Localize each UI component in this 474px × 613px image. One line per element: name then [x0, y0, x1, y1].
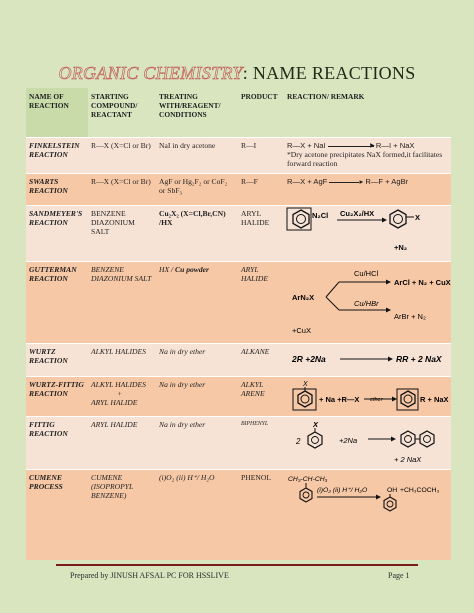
starting-compound: BENZENE DIAZONIUM SALT [88, 206, 156, 261]
svg-text:ArCl + N₂ + CuX: ArCl + N₂ + CuX [394, 278, 451, 287]
product: PHENOL [238, 470, 284, 560]
table-header-row [26, 88, 451, 138]
product: ARYL HALIDE [238, 262, 284, 343]
remark-diagram [284, 417, 451, 469]
svg-text:Cu/HCl: Cu/HCl [354, 269, 379, 278]
reagent: Cu₂X₂ (X=Cl,Br,CN) /HX [156, 206, 238, 261]
table-row [26, 344, 451, 377]
reagent: HX / Cu powder [156, 262, 238, 343]
svg-text:(i)O₂ (ii) H⁺/ H₂O: (i)O₂ (ii) H⁺/ H₂O [317, 487, 368, 494]
reaction-name: FITTIG REACTION [26, 417, 88, 469]
table-row [26, 262, 451, 344]
benzene-ring-icon [390, 210, 406, 228]
product: ARYL HALIDE [238, 206, 284, 261]
title-part1: ORGANIC CHEMISTRY [58, 63, 243, 83]
svg-text:+N₂: +N₂ [394, 243, 408, 252]
svg-text:X: X [313, 420, 319, 429]
starting-compound: R—X (X=Cl or Br) [88, 138, 156, 173]
remark: R—X + NaI ▶ R—I + NaX *Dry acetone precipitates NaX formed,it facilitates forward reaction [284, 138, 451, 173]
benzene-ring-icon [420, 431, 434, 447]
svg-text:ether: ether [370, 397, 383, 403]
header-name: NAME OF REACTION [26, 88, 88, 137]
remark-diagram [284, 377, 451, 416]
page-number: Page 1 [388, 571, 410, 580]
remark-diagram [284, 470, 451, 560]
remark-note: *Dry acetone precipitates NaX formed,it facilitates forward reaction [287, 150, 443, 169]
benzene-ring-icon [293, 210, 309, 228]
table-row [26, 417, 451, 470]
product: ALKYL ARENE [238, 377, 284, 416]
starting-compound: R—X (X=Cl or Br) [88, 174, 156, 205]
reagent: AgF or Hg₂F₂ or CoF₂ or SbF₃ [156, 174, 238, 205]
starting-compound: CUMENE (ISOPROPYL BENZENE) [88, 470, 156, 560]
svg-text:ArBr + N₂: ArBr + N₂ [394, 312, 426, 321]
reaction-name: FINKELSTEIN REACTION [26, 138, 88, 173]
header-product: PRODUCT [241, 92, 278, 101]
starting-compound: ALKYL HALIDES [88, 344, 156, 376]
table-row [26, 174, 451, 206]
svg-text:X: X [303, 381, 308, 388]
svg-text:OH: OH [387, 487, 398, 494]
reagent: (i)O₂ (ii) H⁺/ H₂O [156, 470, 238, 560]
table-row [26, 377, 451, 417]
svg-text:Cu₂X₂/HX: Cu₂X₂/HX [340, 209, 375, 218]
starting-compound: ARYL HALIDE [88, 417, 156, 469]
table-row [26, 470, 451, 560]
starting-compound: ALKYL HALIDES + ARYL HALIDE [88, 377, 156, 416]
svg-text:2R +2Na: 2R +2Na [292, 354, 326, 364]
benzene-ring-icon [401, 431, 415, 447]
svg-text:CH₃-CH-CH₃: CH₃-CH-CH₃ [288, 476, 328, 483]
cumene-scheme [284, 470, 451, 559]
header-start: STARTING COMPOUND/ REACTANT [91, 92, 138, 120]
name-reactions-table [26, 88, 451, 560]
table-row [26, 206, 451, 262]
reaction-name: WURTZ REACTION [26, 344, 88, 376]
product: BIPHENYL [238, 417, 284, 469]
svg-text:+CH₃COCH₃: +CH₃COCH₃ [400, 487, 440, 494]
benzene-ring-icon [298, 391, 312, 407]
reagent: NaI in dry acetone [156, 138, 238, 173]
svg-text:Cu/HBr: Cu/HBr [354, 299, 379, 308]
footer-credit: Prepared by JINUSH AFSAL PC FOR HSSLIVE [70, 571, 229, 580]
svg-text:+ Na +R—X: + Na +R—X [319, 395, 360, 404]
reaction-name: CUMENE PROCESS [26, 470, 88, 560]
product: R—I [238, 138, 284, 173]
reagent: Na in dry ether [156, 377, 238, 416]
reagent: Na in dry ether [156, 417, 238, 469]
svg-text:ArN₂X: ArN₂X [292, 293, 315, 302]
gutterman-scheme [284, 262, 451, 343]
remark-diagram [284, 344, 451, 376]
benzene-ring-icon [384, 497, 396, 511]
svg-text:X: X [415, 213, 421, 222]
header-remark: REACTION/ REMARK [287, 92, 365, 101]
svg-text:R + NaX: R + NaX [420, 395, 449, 404]
title-part2: : NAME REACTIONS [242, 63, 416, 83]
fittig-scheme [284, 417, 451, 469]
svg-text:2: 2 [296, 437, 301, 446]
remark-diagram [284, 262, 451, 343]
svg-text:N₂Cl: N₂Cl [312, 211, 329, 220]
header-reagent: TREATING WITH/REAGENT/ CONDITIONS [159, 92, 221, 120]
svg-text:+ 2 NaX: + 2 NaX [394, 455, 422, 464]
table-row [26, 138, 451, 174]
remark: R—X + AgF ▸ R—F + AgBr [284, 174, 451, 205]
reaction-name: GUTTERMAN REACTION [26, 262, 88, 343]
benzene-ring-icon [401, 391, 415, 407]
product: R—F [238, 174, 284, 205]
benzene-ring-icon [308, 432, 322, 448]
footer-rule [56, 564, 418, 566]
svg-text:+CuX: +CuX [292, 326, 311, 335]
reaction-name: SANDMEYER'S REACTION [26, 206, 88, 261]
page-title [0, 63, 474, 84]
svg-text:RR + 2 NaX: RR + 2 NaX [396, 354, 442, 364]
wurtz-fittig-scheme [284, 377, 451, 416]
svg-text:+2Na: +2Na [339, 436, 358, 445]
remark-diagram [284, 206, 451, 261]
reaction-name: SWARTS REACTION [26, 174, 88, 205]
wurtz-scheme [284, 344, 451, 376]
reaction-name: WURTZ-FITTIG REACTION [26, 377, 88, 416]
reagent: Na in dry ether [156, 344, 238, 376]
benzene-ring-icon [300, 488, 312, 502]
product: ALKANE [238, 344, 284, 376]
sandmeyer-scheme [284, 206, 451, 261]
starting-compound: BENZENE DIAZONIUM SALT [88, 262, 156, 343]
